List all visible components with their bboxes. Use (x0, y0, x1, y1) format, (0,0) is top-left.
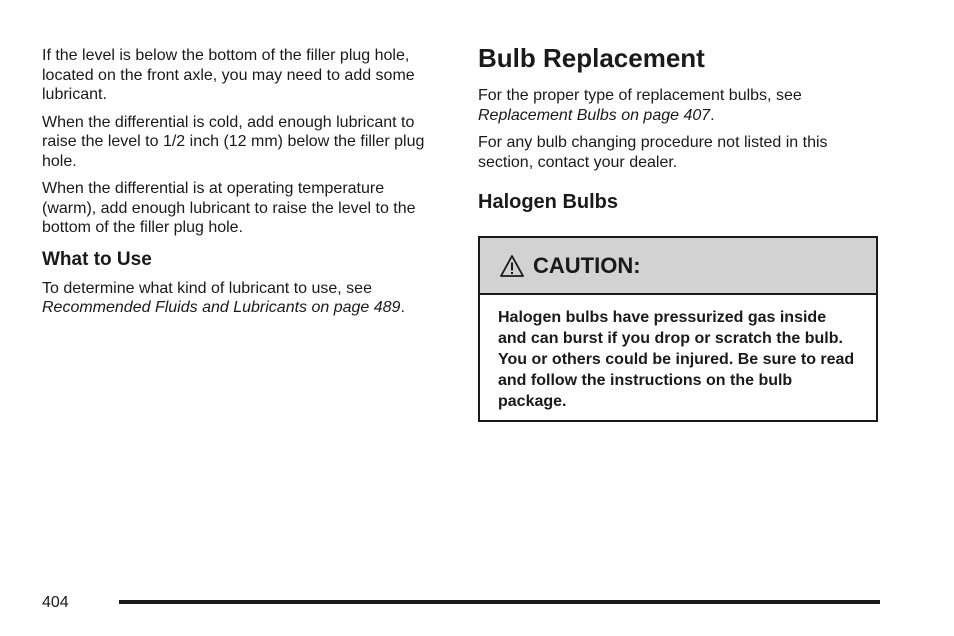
warning-triangle-icon (500, 254, 524, 278)
right-column (478, 42, 880, 214)
page-number: 404 (42, 594, 69, 611)
left-column (42, 46, 452, 318)
caution-title: CAUTION: (533, 252, 641, 278)
warm-differential-paragraph: When the differential is at operating temperature (warm), add enough lubricant to raise the level to the bottom of the filler plug hole. (42, 180, 416, 236)
cold-differential-paragraph: When the differential is cold, add enough lubricant to raise the level to 1/2 inch (12 mm) below the filler plug hole. (42, 113, 425, 170)
replacement-bulbs-text: For the proper type of replacement bulbs, see (478, 87, 802, 104)
fluids-lubricants-reference: Recommended Fluids and Lubricants on page 489 (42, 299, 401, 316)
what-to-use-heading: What to Use (42, 248, 152, 270)
footer-rule (119, 600, 880, 604)
caution-body: Halogen bulbs have pressurized gas inside and can burst if you drop or scratch the bulb. You or others could be injured. Be sure to read and follow the instructions on the bulb package. (498, 309, 855, 410)
what-to-use-paragraph (42, 279, 452, 318)
section-title: Bulb Replacement (478, 43, 705, 73)
filler-level-paragraph: If the level is below the bottom of the filler plug hole, located on the front axle, you may need to add some lubricant. (42, 47, 415, 103)
replacement-bulbs-reference: Replacement Bulbs on page 407 (478, 106, 711, 124)
caution-header (480, 238, 876, 295)
dealer-paragraph: For any bulb changing procedure not listed in this section, contact your dealer. (478, 134, 828, 171)
what-to-use-text: To determine what kind of lubricant to use, see (42, 279, 372, 297)
what-to-use-period: . (400, 299, 405, 316)
replacement-bulbs-period: . (710, 106, 715, 124)
replacement-bulbs-paragraph (478, 86, 880, 125)
halogen-bulbs-heading: Halogen Bulbs (478, 191, 619, 213)
caution-box (478, 236, 878, 422)
